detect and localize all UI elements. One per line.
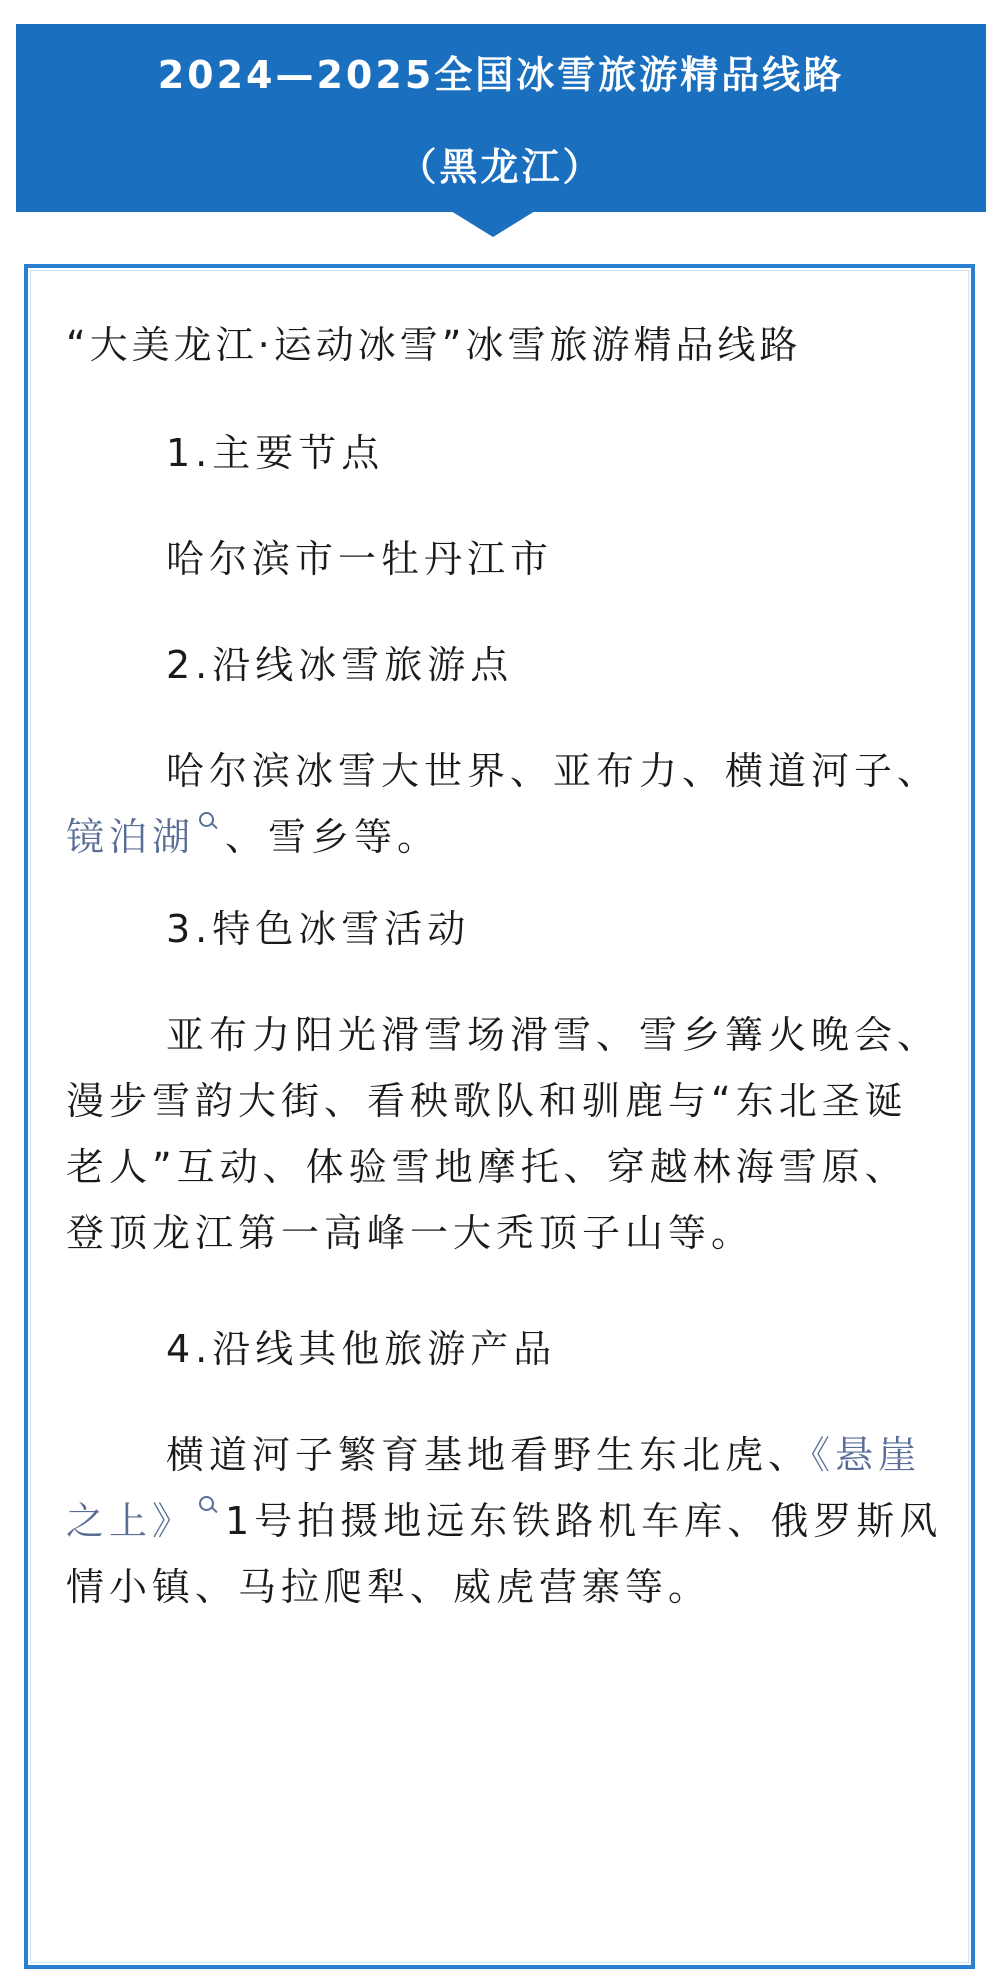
page-title: 2024—2025全国冰雪旅游精品线路 <box>157 53 845 97</box>
link-jingpo-lake[interactable]: 镜泊湖 <box>66 815 196 859</box>
banner-pointer <box>451 211 535 237</box>
link-cliff-walkers[interactable]: 《悬崖之上》 <box>66 1433 922 1543</box>
content-card <box>24 264 975 1969</box>
section-heading-nodes: 1.主要节点 <box>166 431 385 475</box>
header-banner <box>16 24 986 212</box>
section-heading-points: 2.沿线冰雪旅游点 <box>166 643 514 687</box>
points-text-after: 、雪乡等。 <box>225 815 441 859</box>
search-icon[interactable] <box>199 812 219 832</box>
route-title: “大美龙江·运动冰雪”冰雪旅游精品线路 <box>66 323 802 367</box>
section-body-activities: 亚布力阳光滑雪场滑雪、雪乡篝火晚会、漫步雪韵大街、看秧歌队和驯鹿与“东北圣诞老人”互动、体验雪地摩托、穿越林海雪原、登顶龙江第一高峰一大秃顶子山等。 <box>66 1013 941 1255</box>
section-body-points <box>66 738 946 870</box>
section-body-nodes: 哈尔滨市一牡丹江市 <box>166 537 554 581</box>
section-body-products <box>66 1422 946 1620</box>
page-subtitle: （黑龙江） <box>398 145 604 189</box>
points-text-before: 哈尔滨冰雪大世界、亚布力、横道河子、 <box>166 749 941 793</box>
section-heading-products: 4.沿线其他旅游产品 <box>166 1327 557 1371</box>
products-text-before: 横道河子繁育基地看野生东北虎、 <box>166 1433 812 1477</box>
search-icon[interactable] <box>199 1496 219 1516</box>
products-text-after: 1号拍摄地远东铁路机车库、俄罗斯风情小镇、马拉爬犁、威虎营寨等。 <box>66 1499 943 1609</box>
section-heading-activities: 3.特色冰雪活动 <box>166 907 471 951</box>
